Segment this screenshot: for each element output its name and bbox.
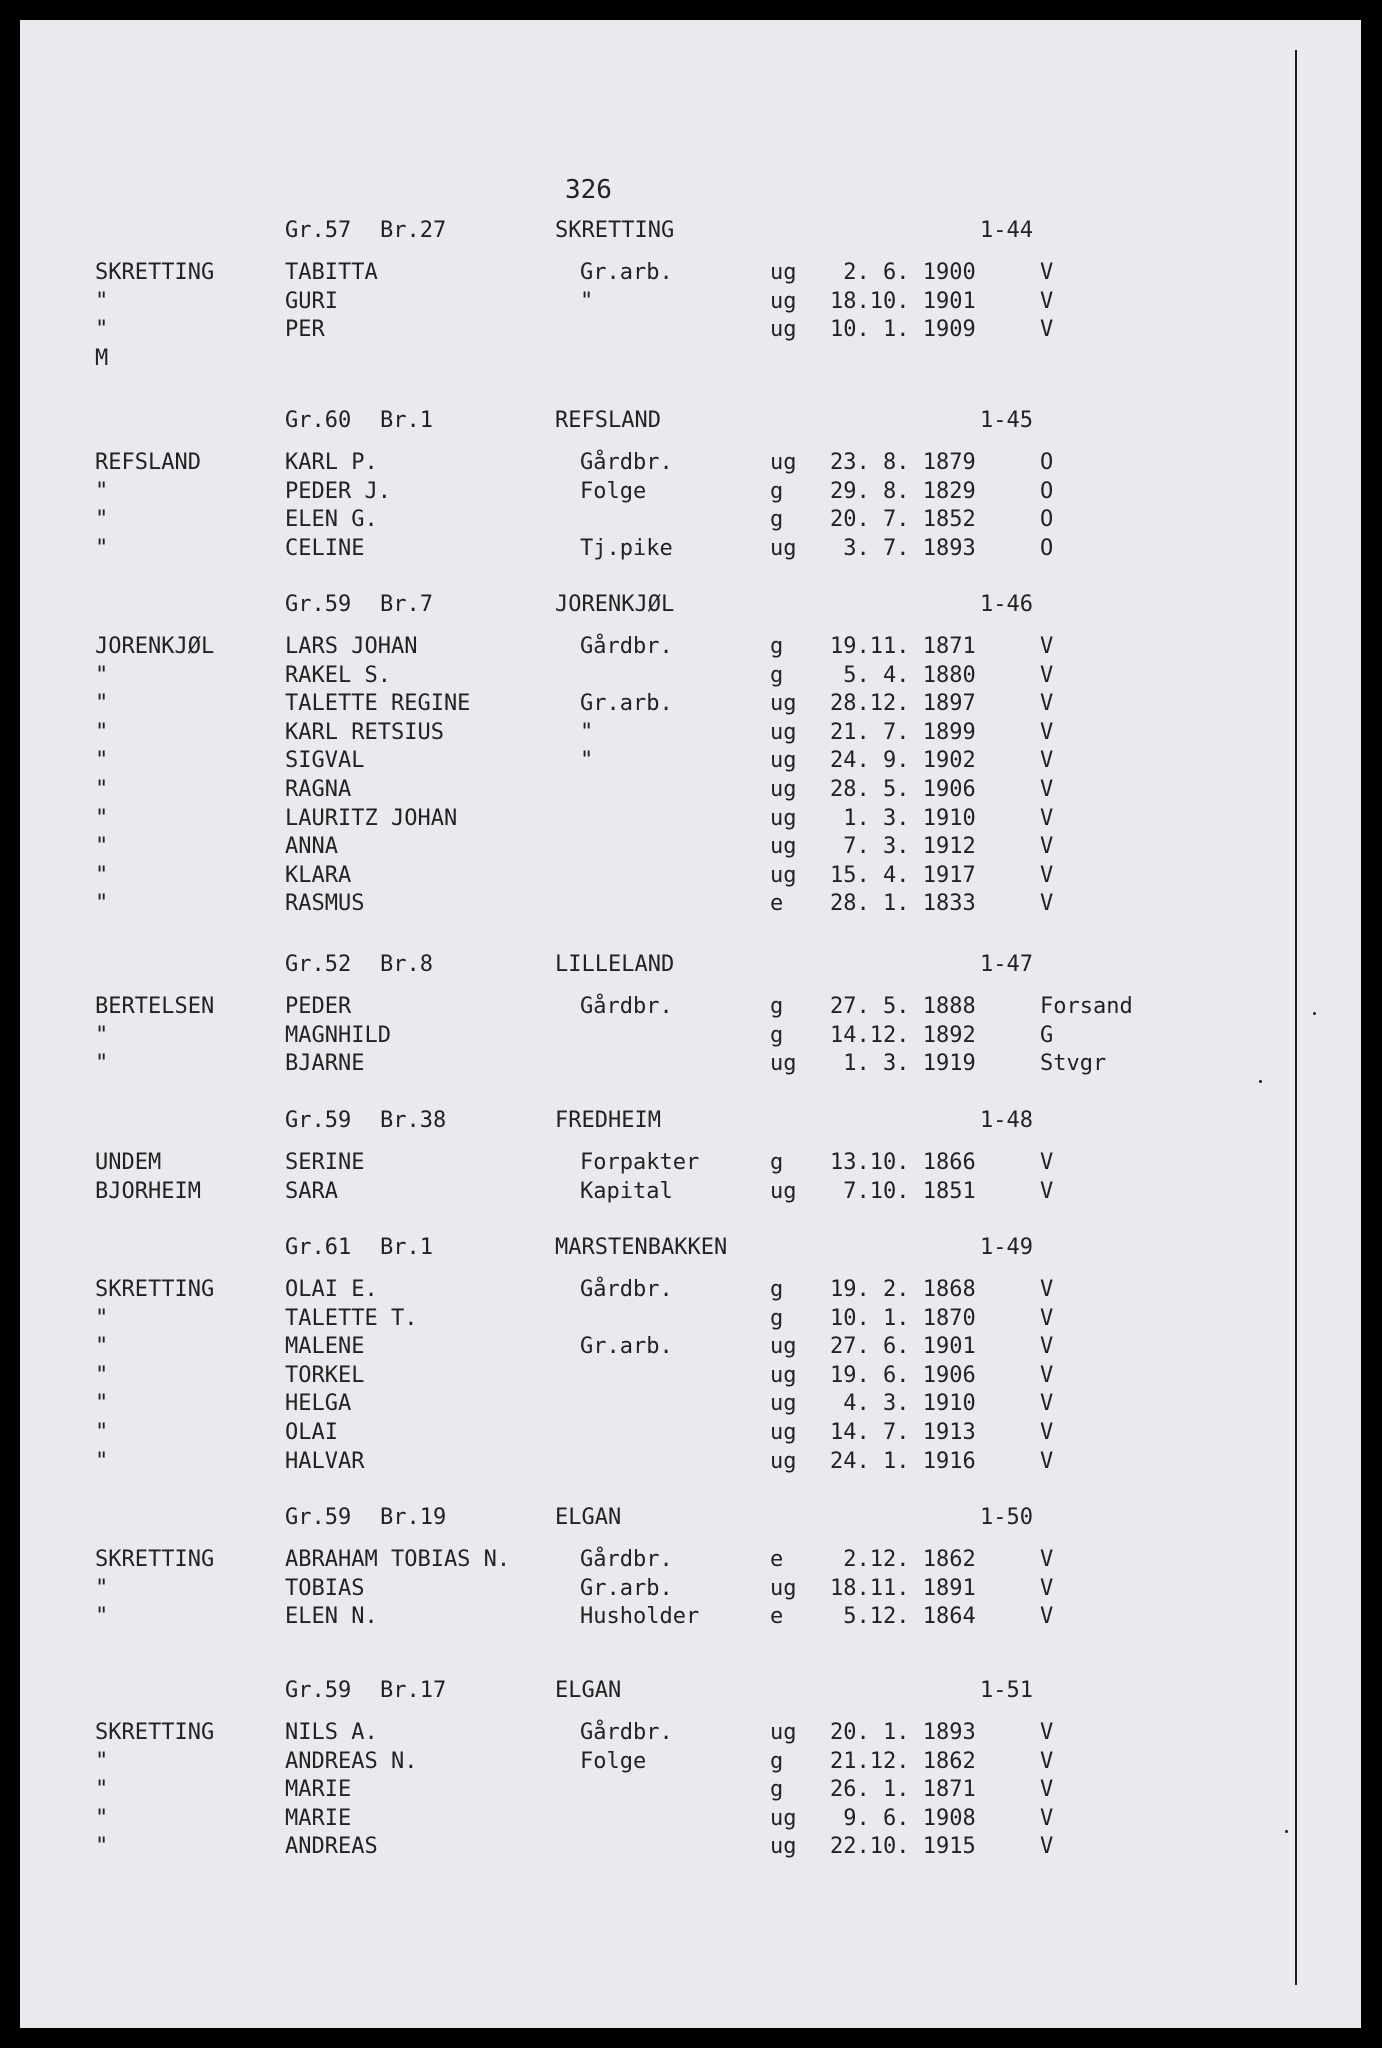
civil-status-cell: g: [770, 1748, 784, 1774]
header-code: 1-49: [980, 1235, 1033, 1260]
first-name-cell: KLARA: [285, 862, 352, 888]
table-row: [20, 994, 1361, 1022]
table-row: [20, 663, 1361, 691]
birth-date-cell: 2. 6. 1900: [830, 260, 976, 285]
surname-cell: UNDEM: [95, 1150, 162, 1175]
table-row: [20, 777, 1361, 805]
birth-date-cell: 3. 7. 1893: [830, 535, 976, 561]
surname-cell: ": [95, 805, 109, 831]
first-name-cell: TALETTE REGINE: [285, 691, 471, 717]
surname-cell: M: [95, 345, 109, 371]
birth-date-cell: 14. 7. 1913: [830, 1420, 976, 1445]
surname-cell: ": [95, 288, 109, 314]
section-header: [20, 408, 1361, 438]
birthplace-cell: V: [1040, 1604, 1054, 1630]
table-row: [20, 1334, 1361, 1362]
table-row: [20, 1391, 1361, 1419]
table-row: [20, 1420, 1361, 1448]
birth-date-cell: 21. 7. 1899: [830, 719, 976, 745]
birthplace-cell: V: [1040, 1720, 1054, 1745]
birth-date-cell: 10. 1. 1909: [830, 317, 976, 343]
civil-status-cell: ug: [770, 748, 797, 774]
page-number: 326: [565, 175, 612, 205]
section-header: [20, 952, 1361, 982]
table-row: [20, 450, 1361, 478]
birthplace-cell: V: [1040, 634, 1054, 659]
table-row: [20, 1749, 1361, 1777]
header-code: 1-44: [980, 218, 1033, 243]
birthplace-cell: G: [1040, 1022, 1054, 1048]
birth-date-cell: 23. 8. 1879: [830, 450, 976, 475]
birth-date-cell: 9. 6. 1908: [830, 1805, 976, 1831]
header-br: Br.19: [380, 1505, 447, 1530]
surname-cell: ": [95, 478, 109, 504]
civil-status-cell: ug: [770, 1362, 797, 1388]
birth-date-cell: 1. 3. 1910: [830, 805, 976, 831]
first-name-cell: NILS A.: [285, 1720, 378, 1745]
civil-status-cell: ug: [770, 450, 797, 475]
header-farm: JORENKJØL: [555, 592, 675, 617]
birthplace-cell: V: [1040, 1277, 1054, 1302]
first-name-cell: LAURITZ JOHAN: [285, 805, 458, 831]
surname-cell: ": [95, 1448, 109, 1474]
birthplace-cell: V: [1040, 1305, 1054, 1331]
first-name-cell: PER: [285, 317, 325, 343]
surname-cell: BJORHEIM: [95, 1178, 201, 1204]
table-row: [20, 1547, 1361, 1575]
first-name-cell: MARIE: [285, 1777, 352, 1803]
first-name-cell: OLAI E.: [285, 1277, 378, 1302]
birth-date-cell: 19. 2. 1868: [830, 1277, 976, 1302]
civil-status-cell: g: [770, 994, 784, 1019]
civil-status-cell: ug: [770, 1448, 797, 1474]
birth-date-cell: 27. 5. 1888: [830, 994, 976, 1019]
birth-date-cell: 14.12. 1892: [830, 1022, 976, 1048]
header-farm: FREDHEIM: [555, 1108, 661, 1133]
table-row: [20, 806, 1361, 834]
table-row: [20, 1576, 1361, 1604]
surname-cell: ": [95, 691, 109, 717]
first-name-cell: TORKEL: [285, 1362, 365, 1388]
surname-cell: ": [95, 834, 109, 860]
first-name-cell: ELEN G.: [285, 507, 378, 533]
civil-status-cell: e: [770, 1604, 784, 1630]
first-name-cell: HELGA: [285, 1391, 352, 1417]
first-name-cell: BJARNE: [285, 1051, 365, 1077]
table-row: [20, 1306, 1361, 1334]
header-farm: MARSTENBAKKEN: [555, 1235, 728, 1260]
surname-cell: ": [95, 1575, 109, 1601]
occupation-cell: Gårdbr.: [580, 450, 673, 475]
table-row: [20, 1777, 1361, 1805]
civil-status-cell: ug: [770, 1391, 797, 1417]
header-gr: Gr.52: [285, 952, 352, 977]
first-name-cell: KARL RETSIUS: [285, 719, 444, 745]
header-gr: Gr.61: [285, 1235, 352, 1260]
birth-date-cell: 21.12. 1862: [830, 1748, 976, 1774]
birthplace-cell: V: [1040, 1547, 1054, 1572]
first-name-cell: SERINE: [285, 1150, 365, 1175]
header-gr: Gr.59: [285, 592, 352, 617]
first-name-cell: ANDREAS: [285, 1834, 378, 1860]
civil-status-cell: g: [770, 507, 784, 533]
birthplace-cell: V: [1040, 1420, 1054, 1445]
birth-date-cell: 5. 4. 1880: [830, 662, 976, 688]
first-name-cell: CELINE: [285, 535, 365, 561]
civil-status-cell: ug: [770, 862, 797, 888]
civil-status-cell: ug: [770, 1334, 797, 1360]
surname-cell: SKRETTING: [95, 260, 215, 285]
birth-date-cell: 28. 5. 1906: [830, 777, 976, 802]
surname-cell: ": [95, 862, 109, 888]
header-br: Br.7: [380, 592, 433, 617]
header-farm: ELGAN: [555, 1678, 622, 1703]
occupation-cell: ": [580, 748, 594, 774]
first-name-cell: ELEN N.: [285, 1604, 378, 1630]
birth-date-cell: 5.12. 1864: [830, 1604, 976, 1630]
first-name-cell: TOBIAS: [285, 1575, 365, 1601]
birthplace-cell: V: [1040, 691, 1054, 717]
table-row: [20, 1834, 1361, 1862]
stray-mark: [1259, 1080, 1262, 1083]
first-name-cell: ANDREAS N.: [285, 1748, 418, 1774]
birthplace-cell: O: [1040, 507, 1054, 533]
civil-status-cell: e: [770, 1547, 784, 1572]
table-row: [20, 863, 1361, 891]
occupation-cell: Folge: [580, 478, 647, 504]
table-row: [20, 1277, 1361, 1305]
civil-status-cell: ug: [770, 1420, 797, 1445]
occupation-cell: Gr.arb.: [580, 1334, 673, 1360]
table-row: [20, 1604, 1361, 1632]
birthplace-cell: V: [1040, 662, 1054, 688]
birth-date-cell: 7.10. 1851: [830, 1178, 976, 1204]
first-name-cell: PEDER: [285, 994, 352, 1019]
birthplace-cell: V: [1040, 862, 1054, 888]
surname-cell: ": [95, 1805, 109, 1831]
table-row: [20, 691, 1361, 719]
birth-date-cell: 26. 1. 1871: [830, 1777, 976, 1803]
first-name-cell: ANNA: [285, 834, 338, 860]
civil-status-cell: ug: [770, 691, 797, 717]
section-header: [20, 218, 1361, 248]
first-name-cell: HALVAR: [285, 1448, 365, 1474]
table-row: [20, 1449, 1361, 1477]
table-row: [20, 1363, 1361, 1391]
civil-status-cell: ug: [770, 1178, 797, 1204]
table-row: [20, 260, 1361, 288]
header-gr: Gr.59: [285, 1678, 352, 1703]
surname-cell: ": [95, 1391, 109, 1417]
birthplace-cell: V: [1040, 805, 1054, 831]
first-name-cell: RAGNA: [285, 777, 352, 802]
occupation-cell: Tj.pike: [580, 535, 673, 561]
civil-status-cell: g: [770, 662, 784, 688]
birthplace-cell: V: [1040, 834, 1054, 860]
occupation-cell: Gr.arb.: [580, 260, 673, 285]
civil-status-cell: g: [770, 478, 784, 504]
table-row: [20, 834, 1361, 862]
table-row: [20, 1051, 1361, 1079]
birthplace-cell: O: [1040, 478, 1054, 504]
birthplace-cell: O: [1040, 450, 1054, 475]
occupation-cell: Gårdbr.: [580, 1547, 673, 1572]
surname-cell: ": [95, 1022, 109, 1048]
table-row: [20, 346, 1361, 374]
first-name-cell: RASMUS: [285, 891, 365, 917]
civil-status-cell: ug: [770, 317, 797, 343]
first-name-cell: MAGNHILD: [285, 1022, 391, 1048]
birthplace-cell: V: [1040, 317, 1054, 343]
occupation-cell: Gr.arb.: [580, 691, 673, 717]
birthplace-cell: V: [1040, 1150, 1054, 1175]
first-name-cell: OLAI: [285, 1420, 338, 1445]
birthplace-cell: V: [1040, 1448, 1054, 1474]
header-code: 1-50: [980, 1505, 1033, 1530]
birthplace-cell: V: [1040, 1334, 1054, 1360]
surname-cell: REFSLAND: [95, 450, 201, 475]
birthplace-cell: V: [1040, 1391, 1054, 1417]
first-name-cell: GURI: [285, 288, 338, 314]
first-name-cell: RAKEL S.: [285, 662, 391, 688]
birth-date-cell: 19.11. 1871: [830, 634, 976, 659]
occupation-cell: Husholder: [580, 1604, 700, 1630]
table-row: [20, 1720, 1361, 1748]
table-row: [20, 289, 1361, 317]
civil-status-cell: g: [770, 1305, 784, 1331]
surname-cell: SKRETTING: [95, 1720, 215, 1745]
birth-date-cell: 27. 6. 1901: [830, 1334, 976, 1360]
section-header: [20, 1505, 1361, 1535]
surname-cell: ": [95, 1834, 109, 1860]
birthplace-cell: V: [1040, 1575, 1054, 1601]
surname-cell: BERTELSEN: [95, 994, 215, 1019]
surname-cell: ": [95, 535, 109, 561]
table-row: [20, 634, 1361, 662]
surname-cell: ": [95, 748, 109, 774]
header-farm: LILLELAND: [555, 952, 675, 977]
occupation-cell: Folge: [580, 1748, 647, 1774]
surname-cell: ": [95, 1748, 109, 1774]
civil-status-cell: e: [770, 891, 784, 917]
header-br: Br.27: [380, 218, 447, 243]
surname-cell: ": [95, 1604, 109, 1630]
occupation-cell: Gårdbr.: [580, 634, 673, 659]
section-header: [20, 1678, 1361, 1708]
civil-status-cell: ug: [770, 834, 797, 860]
birth-date-cell: 13.10. 1866: [830, 1150, 976, 1175]
table-row: [20, 1806, 1361, 1834]
first-name-cell: PEDER J.: [285, 478, 391, 504]
surname-cell: ": [95, 317, 109, 343]
birth-date-cell: 4. 3. 1910: [830, 1391, 976, 1417]
birth-date-cell: 7. 3. 1912: [830, 834, 976, 860]
surname-cell: JORENKJØL: [95, 634, 215, 659]
surname-cell: ": [95, 507, 109, 533]
surname-cell: ": [95, 1051, 109, 1077]
table-row: [20, 317, 1361, 345]
birthplace-cell: V: [1040, 1748, 1054, 1774]
birthplace-cell: V: [1040, 1178, 1054, 1204]
surname-cell: ": [95, 891, 109, 917]
surname-cell: ": [95, 662, 109, 688]
surname-cell: ": [95, 1305, 109, 1331]
header-gr: Gr.59: [285, 1505, 352, 1530]
section-header: [20, 1108, 1361, 1138]
first-name-cell: KARL P.: [285, 450, 378, 475]
header-code: 1-46: [980, 592, 1033, 617]
header-code: 1-45: [980, 408, 1033, 433]
surname-cell: ": [95, 1362, 109, 1388]
surname-cell: ": [95, 719, 109, 745]
table-row: [20, 1023, 1361, 1051]
birthplace-cell: V: [1040, 288, 1054, 314]
birth-date-cell: 2.12. 1862: [830, 1547, 976, 1572]
birthplace-cell: V: [1040, 260, 1054, 285]
civil-status-cell: ug: [770, 719, 797, 745]
header-br: Br.17: [380, 1678, 447, 1703]
civil-status-cell: g: [770, 1150, 784, 1175]
civil-status-cell: ug: [770, 1834, 797, 1860]
table-row: [20, 479, 1361, 507]
first-name-cell: MARIE: [285, 1805, 352, 1831]
surname-cell: ": [95, 1420, 109, 1445]
civil-status-cell: g: [770, 1277, 784, 1302]
civil-status-cell: ug: [770, 777, 797, 802]
surname-cell: SKRETTING: [95, 1277, 215, 1302]
first-name-cell: LARS JOHAN: [285, 634, 418, 659]
table-row: [20, 507, 1361, 535]
section-header: [20, 1235, 1361, 1265]
birth-date-cell: 24. 9. 1902: [830, 748, 976, 774]
surname-cell: ": [95, 1777, 109, 1803]
occupation-cell: ": [580, 288, 594, 314]
birthplace-cell: Stvgr: [1040, 1051, 1107, 1077]
section-header: [20, 592, 1361, 622]
occupation-cell: Gårdbr.: [580, 1277, 673, 1302]
header-br: Br.8: [380, 952, 433, 977]
birthplace-cell: V: [1040, 1834, 1054, 1860]
civil-status-cell: ug: [770, 1805, 797, 1831]
civil-status-cell: ug: [770, 288, 797, 314]
document-page: [20, 20, 1361, 2028]
birth-date-cell: 28.12. 1897: [830, 691, 976, 717]
birthplace-cell: V: [1040, 1805, 1054, 1831]
birth-date-cell: 19. 6. 1906: [830, 1362, 976, 1388]
table-row: [20, 536, 1361, 564]
header-code: 1-51: [980, 1678, 1033, 1703]
table-row: [20, 748, 1361, 776]
first-name-cell: SIGVAL: [285, 748, 365, 774]
birth-date-cell: 28. 1. 1833: [830, 891, 976, 917]
birthplace-cell: O: [1040, 535, 1054, 561]
surname-cell: ": [95, 1334, 109, 1360]
birthplace-cell: V: [1040, 777, 1054, 802]
occupation-cell: Kapital: [580, 1178, 673, 1204]
civil-status-cell: ug: [770, 805, 797, 831]
header-code: 1-47: [980, 952, 1033, 977]
surname-cell: ": [95, 777, 109, 802]
table-row: [20, 720, 1361, 748]
occupation-cell: Gårdbr.: [580, 994, 673, 1019]
first-name-cell: TABITTA: [285, 260, 378, 285]
civil-status-cell: ug: [770, 1575, 797, 1601]
header-code: 1-48: [980, 1108, 1033, 1133]
first-name-cell: SARA: [285, 1178, 338, 1204]
first-name-cell: TALETTE T.: [285, 1305, 418, 1331]
birthplace-cell: V: [1040, 1777, 1054, 1803]
first-name-cell: MALENE: [285, 1334, 365, 1360]
header-br: Br.1: [380, 1235, 433, 1260]
civil-status-cell: g: [770, 1022, 784, 1048]
first-name-cell: ABRAHAM TOBIAS N.: [285, 1547, 511, 1572]
birth-date-cell: 18.10. 1901: [830, 288, 976, 314]
header-br: Br.1: [380, 408, 433, 433]
civil-status-cell: ug: [770, 535, 797, 561]
header-gr: Gr.60: [285, 408, 352, 433]
table-row: [20, 1179, 1361, 1207]
birth-date-cell: 15. 4. 1917: [830, 862, 976, 888]
header-br: Br.38: [380, 1108, 447, 1133]
table-row: [20, 1150, 1361, 1178]
civil-status-cell: g: [770, 634, 784, 659]
birthplace-cell: V: [1040, 748, 1054, 774]
surname-cell: SKRETTING: [95, 1547, 215, 1572]
birth-date-cell: 29. 8. 1829: [830, 478, 976, 504]
civil-status-cell: ug: [770, 1051, 797, 1077]
occupation-cell: Forpakter: [580, 1150, 700, 1175]
header-gr: Gr.59: [285, 1108, 352, 1133]
birth-date-cell: 10. 1. 1870: [830, 1305, 976, 1331]
civil-status-cell: ug: [770, 1720, 797, 1745]
header-gr: Gr.57: [285, 218, 352, 243]
occupation-cell: Gr.arb.: [580, 1575, 673, 1601]
header-farm: REFSLAND: [555, 408, 661, 433]
occupation-cell: Gårdbr.: [580, 1720, 673, 1745]
occupation-cell: ": [580, 719, 594, 745]
header-farm: ELGAN: [555, 1505, 622, 1530]
birth-date-cell: 18.11. 1891: [830, 1575, 976, 1601]
birth-date-cell: 1. 3. 1919: [830, 1051, 976, 1077]
header-farm: SKRETTING: [555, 218, 675, 243]
birthplace-cell: V: [1040, 719, 1054, 745]
birthplace-cell: V: [1040, 891, 1054, 917]
birthplace-cell: Forsand: [1040, 994, 1133, 1019]
birth-date-cell: 20. 1. 1893: [830, 1720, 976, 1745]
birth-date-cell: 20. 7. 1852: [830, 507, 976, 533]
birthplace-cell: V: [1040, 1362, 1054, 1388]
birth-date-cell: 24. 1. 1916: [830, 1448, 976, 1474]
civil-status-cell: ug: [770, 260, 797, 285]
table-row: [20, 891, 1361, 919]
civil-status-cell: g: [770, 1777, 784, 1803]
birth-date-cell: 22.10. 1915: [830, 1834, 976, 1860]
